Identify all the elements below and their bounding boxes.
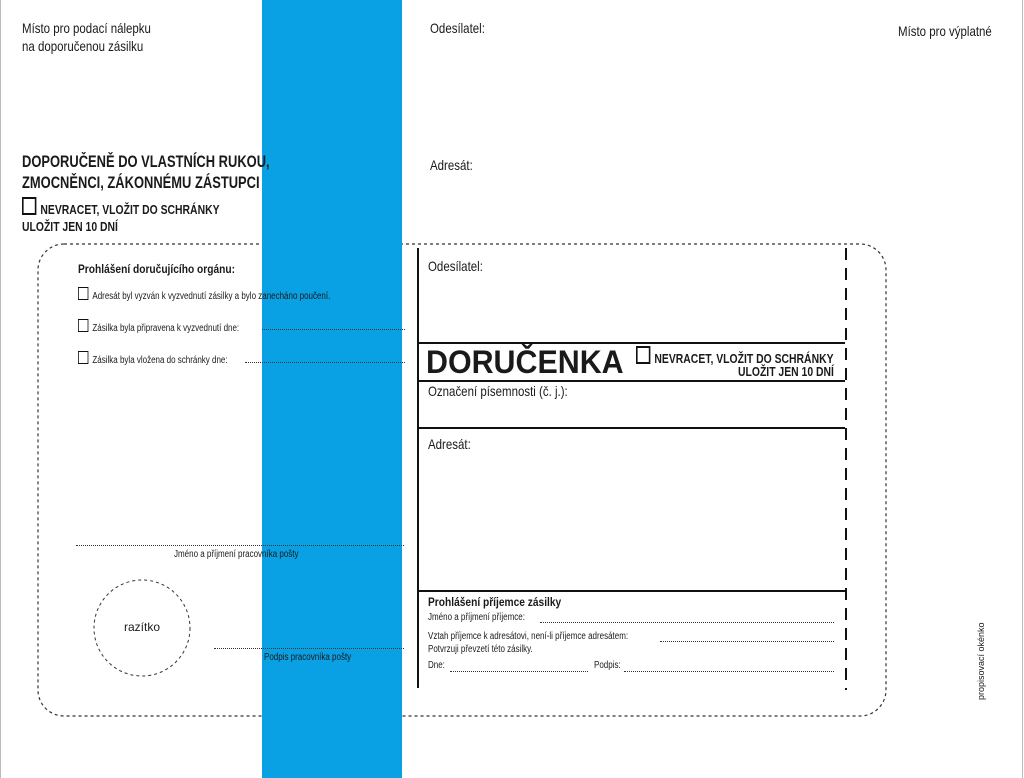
receipt-no-return-checkbox[interactable] [636, 346, 650, 364]
receipt-store-days: ULOŽIT JEN 10 DNÍ [738, 364, 834, 379]
recipient-name-line[interactable] [540, 622, 834, 623]
recipient-name-label: Jméno a příjmení příjemce: [428, 612, 525, 623]
post-declaration-title: Prohlášení doručujícího orgánu: [78, 262, 235, 276]
worker-name-line[interactable] [76, 545, 404, 546]
item-1-checkbox[interactable] [78, 287, 88, 300]
worker-signature-label: Podpis pracovníka pošty [264, 652, 352, 663]
delivery-type-line1: DOPORUČENĚ DO VLASTNÍCH RUKOU, [22, 152, 270, 171]
receipt-addressee-label: Adresát: [428, 436, 471, 452]
worker-name-label: Jméno a příjmení pracovníka pošty [174, 549, 299, 560]
recipient-date-line[interactable] [450, 671, 588, 672]
item-2-text: Zásilka byla připravena k vyzvednutí dne: [92, 323, 240, 334]
item-1-text: Adresát byl vyzván k vyzvednutí zásilky a bylo zanecháno poučení. [92, 291, 331, 302]
item-2-date-line[interactable] [262, 329, 405, 330]
item-3-checkbox[interactable] [78, 351, 88, 364]
post-declaration-item-1 [78, 287, 330, 302]
receipt-left-border [417, 248, 419, 688]
receipt-line-4 [417, 590, 845, 592]
receipt-no-return-text: NEVRACET, VLOŽIT DO SCHRÁNKY [654, 351, 834, 366]
header-sender-label: Odesílatel: [430, 20, 485, 36]
receipt-no-return [636, 346, 834, 366]
postage-place: Místo pro výplatné [898, 23, 992, 39]
item-2-checkbox[interactable] [78, 319, 88, 332]
post-declaration-item-3 [78, 351, 228, 366]
no-return-text: NEVRACET, VLOŽIT DO SCHRÁNKY [40, 202, 220, 217]
recipient-relation-label: Vztah příjemce k adresátovi, není-li příjemce adresátem: [428, 631, 629, 642]
post-declaration-item-2 [78, 319, 239, 334]
stamp-label: razítko [124, 620, 161, 634]
recipient-confirm: Potvrzuji převzetí této zásilky. [428, 644, 533, 655]
worker-signature-line[interactable] [214, 648, 404, 649]
delivery-no-return [22, 197, 220, 217]
receipt-title: DORUČENKA [426, 344, 624, 380]
receipt-sender-label: Odesílatel: [428, 258, 483, 274]
no-return-checkbox[interactable] [22, 197, 36, 215]
receipt-line-3 [417, 427, 845, 429]
label-place-line1: Místo pro podací nálepku [22, 20, 151, 36]
window-label: propisovací okénko [976, 622, 986, 700]
recipient-date-label: Dne: [428, 660, 445, 671]
item-3-date-line[interactable] [245, 362, 405, 363]
receipt-document-ref: Označení písemnosti (č. j.): [428, 383, 568, 399]
item-3-text: Zásilka byla vložena do schránky dne: [92, 355, 228, 366]
header-addressee-label: Adresát: [430, 157, 473, 173]
label-place-line2: na doporučenou zásilku [22, 38, 144, 54]
recipient-signature-label: Podpis: [594, 660, 621, 671]
delivery-store-days: ULOŽIT JEN 10 DNÍ [22, 219, 118, 234]
recipient-signature-line[interactable] [624, 671, 834, 672]
recipient-relation-line[interactable] [660, 641, 834, 642]
recipient-declaration-title: Prohlášení příjemce zásilky [428, 595, 562, 609]
delivery-type-line2: ZMOCNĚNCI, ZÁKONNÉMU ZÁSTUPCI [22, 173, 260, 192]
receipt-line-2 [417, 380, 845, 382]
